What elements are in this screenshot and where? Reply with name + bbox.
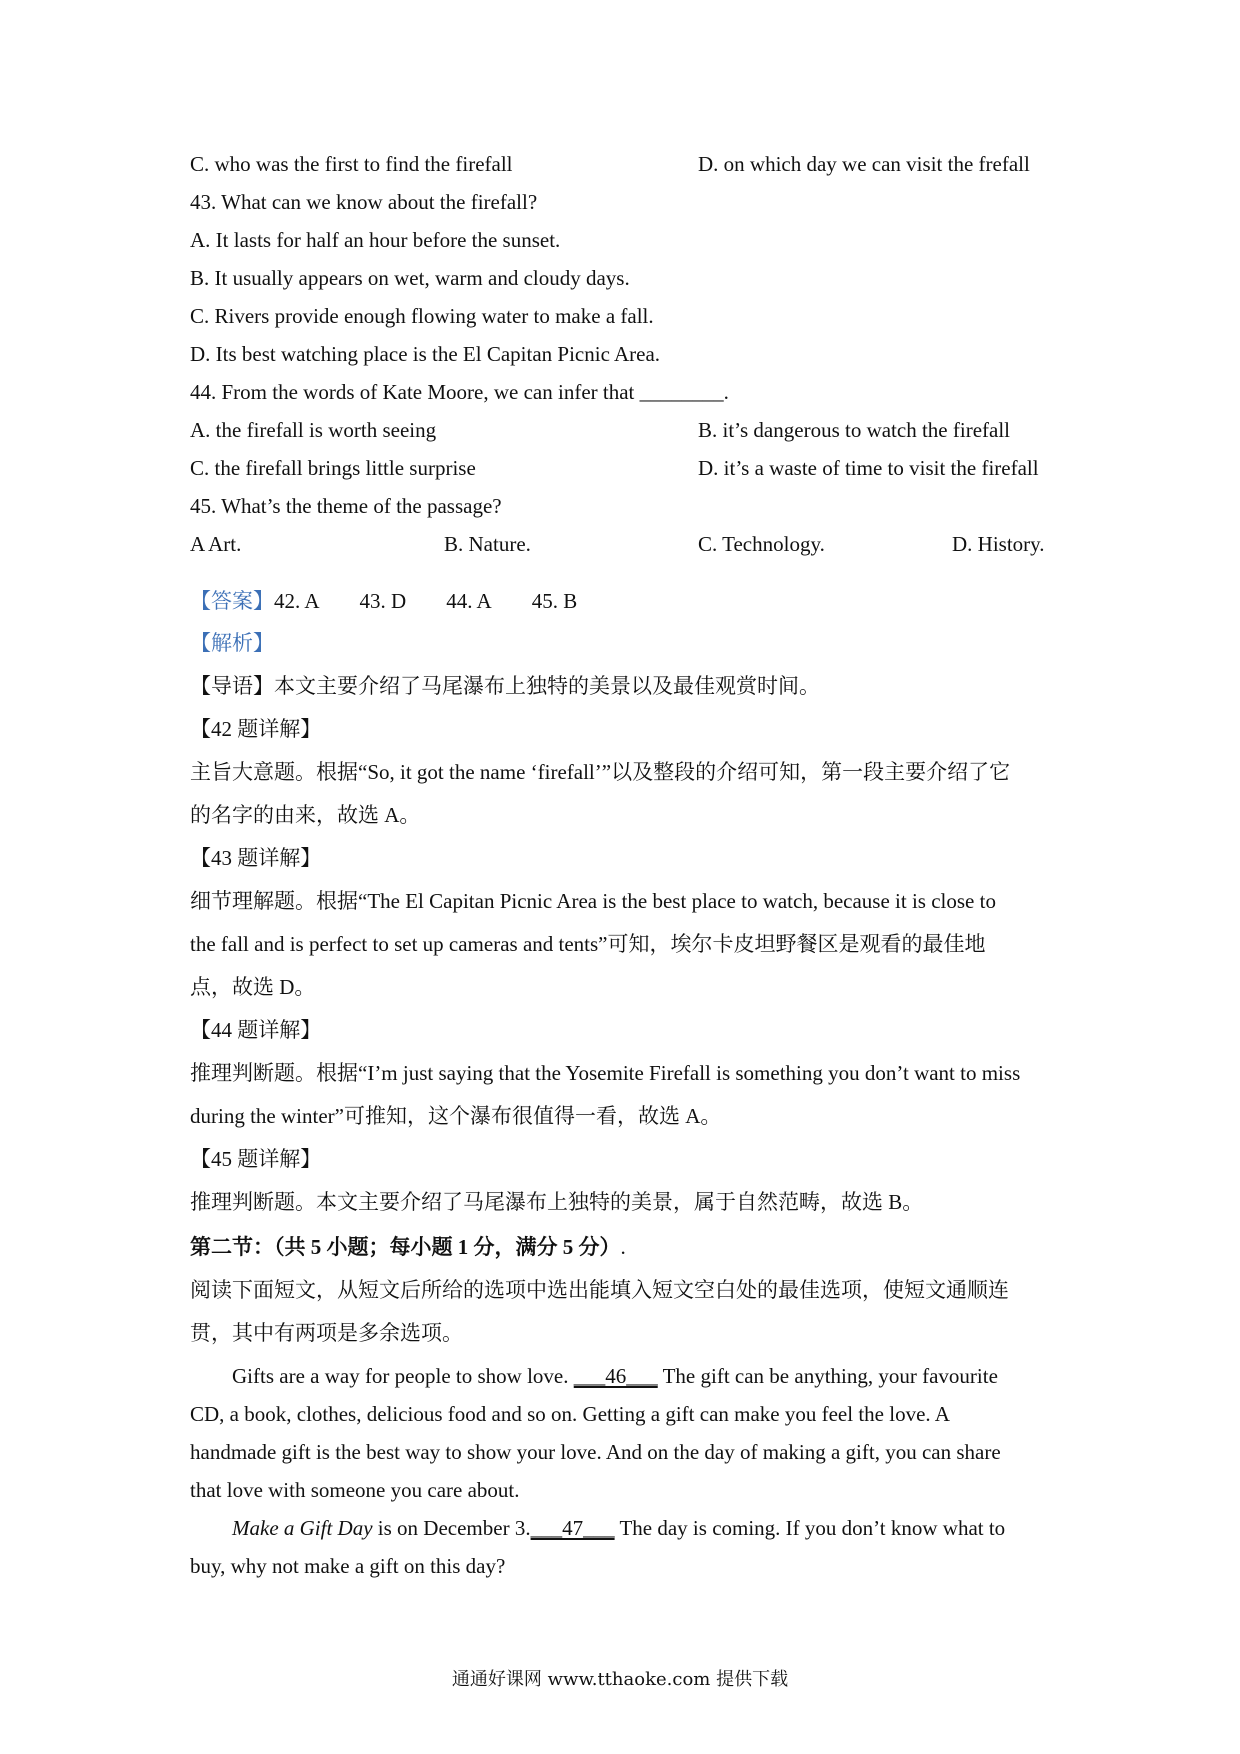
detail-44-line: 推理判断题。根据“I’m just saying that the Yosemite Firefall is something you don’t want to miss: [190, 1061, 1021, 1085]
passage-p1-line: that love with someone you care about.: [190, 1478, 520, 1502]
section-2-title-dot: .: [620, 1235, 626, 1259]
q45-option-a: A Art.: [190, 532, 242, 556]
analysis-label: 【解析】: [190, 631, 274, 655]
q43-option-b: B. It usually appears on wet, warm and cloudy days.: [190, 266, 630, 290]
blank-46: ___46___: [573, 1364, 658, 1388]
detail-44-heading: 【44 题详解】: [190, 1018, 322, 1042]
answer-item: 45. B: [531, 589, 578, 613]
q44-option-c: C. the firefall brings little surprise: [190, 456, 476, 480]
detail-42-heading: 【42 题详解】: [190, 717, 322, 741]
q45-option-c: C. Technology.: [698, 532, 825, 556]
blank-47: ___47___: [530, 1516, 615, 1540]
answer-label: 【答案】: [190, 589, 274, 613]
q44-option-a: A. the firefall is worth seeing: [190, 418, 437, 442]
q43-option-c: C. Rivers provide enough flowing water to make a fall.: [190, 304, 654, 328]
q43-option-a: A. It lasts for half an hour before the sunset.: [190, 228, 561, 252]
q43-option-d: D. Its best watching place is the El Capitan Picnic Area.: [190, 342, 661, 366]
passage-p1-start: Gifts are a way for people to show love.: [232, 1364, 574, 1388]
passage-p1-line: CD, a book, clothes, delicious food and so on. Getting a gift can make you feel the love. A: [190, 1402, 950, 1426]
section-2-instruction-line: 阅读下面短文，从短文后所给的选项中选出能填入短文空白处的最佳选项，使短文通顺连: [190, 1278, 1009, 1302]
answer-item: 44. A: [446, 589, 492, 613]
passage-p2-rest: The day is coming. If you don’t know what to: [614, 1516, 1006, 1540]
section-2-title-text: 第二节：（共 5 小题；每小题 1 分，满分 5 分）: [190, 1235, 621, 1259]
passage-p2-line: [232, 1514, 1005, 1542]
passage-p2-title: Make a Gift Day: [232, 1516, 373, 1540]
q45-option-d: D. History.: [952, 532, 1045, 556]
q42-option-d: D. on which day we can visit the frefall: [698, 152, 1030, 176]
page-footer: 通通好课网 www.tthaoke.com 提供下载: [451, 1669, 789, 1690]
q44-option-d: D. it’s a waste of time to visit the firefall: [698, 456, 1039, 480]
passage-p2-start: is on December 3.: [372, 1516, 531, 1540]
detail-43-line: 点，故选 D。: [190, 975, 316, 999]
detail-42-line: 主旨大意题。根据“So, it got the name ‘firefall’”以及整段的介绍可知，第一段主要介绍了它: [190, 760, 1011, 784]
passage-p1-line: handmade gift is the best way to show your love. And on the day of making a gift, you can share: [190, 1440, 1001, 1464]
guide-line: 【导语】本文主要介绍了马尾瀑布上独特的美景以及最佳观赏时间。: [190, 674, 820, 698]
section-2-instruction-line: 贯，其中有两项是多余选项。: [190, 1321, 463, 1345]
detail-45-heading: 【45 题详解】: [190, 1147, 322, 1171]
q45-option-b: B. Nature.: [444, 532, 531, 556]
q42-option-c: C. who was the first to find the firefall: [190, 152, 513, 176]
detail-44-line: during the winter”可推知，这个瀑布很值得一看，故选 A。: [190, 1104, 722, 1128]
detail-43-line: 细节理解题。根据“The El Capitan Picnic Area is the best place to watch, because it is close to: [190, 889, 996, 913]
passage-p1-line: [232, 1362, 998, 1390]
passage-p2-line: buy, why not make a gift on this day?: [190, 1554, 506, 1578]
answer-item: 42. A: [274, 589, 320, 613]
q43-stem: 43. What can we know about the firefall?: [190, 190, 538, 214]
detail-43-heading: 【43 题详解】: [190, 846, 322, 870]
section-2-title: [190, 1233, 626, 1261]
detail-42-line: 的名字的由来，故选 A。: [190, 803, 421, 827]
answer-item: 43. D: [359, 589, 407, 613]
q45-stem: 45. What’s the theme of the passage?: [190, 494, 502, 518]
q44-stem: 44. From the words of Kate Moore, we can infer that ________.: [190, 380, 729, 404]
passage-p1-rest: The gift can be anything, your favourite: [657, 1364, 998, 1388]
answer-line: [190, 587, 577, 615]
detail-45-line: 推理判断题。本文主要介绍了马尾瀑布上独特的美景，属于自然范畴，故选 B。: [190, 1190, 924, 1214]
q44-option-b: B. it’s dangerous to watch the firefall: [698, 418, 1010, 442]
detail-43-line: the fall and is perfect to set up cameras and tents”可知，埃尔卡皮坦野餐区是观看的最佳地: [190, 932, 986, 956]
